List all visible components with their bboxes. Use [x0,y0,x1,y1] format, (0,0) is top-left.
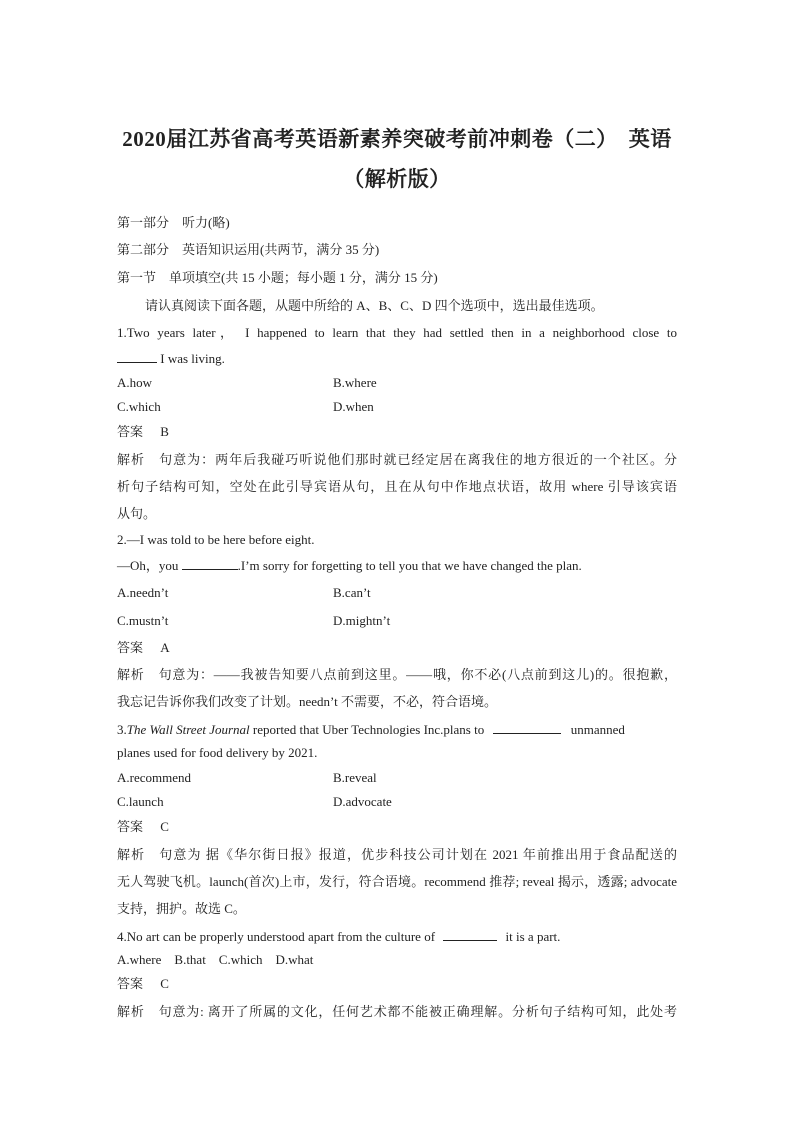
q1-analysis-line1 [117,452,677,468]
answer-label: 答案 [117,424,144,439]
q3-number: 3. [117,722,127,737]
q4-options: A.where B.that C.which D.what [117,952,314,967]
q1-option-a: A.how [117,375,153,390]
q3-stem-end: unmanned [570,722,625,737]
q3-stem-mid: reported that Uber Technologies Inc.plans to [252,722,485,737]
q4-analysis-line1 [117,1004,677,1020]
q1-answer [117,424,677,440]
q1-analysis-text1: 句意为：两年后我碰巧听说他们那时就已经定居在离我住的地方很近的一个社区。分 [159,452,677,467]
answer-label: 答案 [117,819,144,834]
q4-analysis-text1: 句意为: 离开了所属的文化，任何艺术都不能被正确理解。分析句子结构可知，此处考 [158,1004,677,1019]
q4-stem-tail: it is a part. [505,929,561,944]
q4-blank [443,928,497,941]
q4-stem-line1 [117,928,677,945]
q3-analysis-line3: 支持，拥护。故选 C。 [117,901,246,916]
q3-stem-line1 [117,721,677,738]
part2-heading: 第二部分 英语知识运用(共两节，满分 35 分) [117,242,380,257]
part1-heading: 第一部分 听力(略) [117,215,230,230]
section1-heading: 第一节 单项填空(共 15 小题；每小题 1 分，满分 15 分) [117,270,438,285]
q3-answer [117,819,677,835]
q3-option-b: B.reveal [333,770,377,785]
q3-journal-title: The Wall Street Journal [126,722,250,737]
q1-stem-line2 [117,350,677,367]
q2-analysis-line1 [117,667,677,683]
q4-answer-value: C [160,976,169,991]
q3-blank [493,721,561,734]
q3-analysis-text1: 句意为 据《华尔街日报》报道，优步科技公司计划在 2021 年前推出用于食品配送的 [159,847,677,862]
q2-stem-head: —Oh，you [117,558,179,573]
q3-option-d: D.advocate [333,794,392,809]
q2-answer [117,640,677,656]
document-subtitle: （解析版） [343,167,451,191]
q1-option-d: D.when [333,399,374,414]
q1-answer-value: B [160,424,169,439]
q3-answer-value: C [160,819,169,834]
q2-stem-line1: 2.—I was told to be here before eight. [117,532,315,547]
q2-option-c: C.mustn’t [117,613,169,628]
q2-analysis-text1: 句意为：——我被告知要八点前到这里。——哦，你不必(八点前到这儿)的。很抱歉， [158,667,677,682]
analysis-label: 解析 [117,452,146,467]
q1-analysis-line2: 析句子结构可知，空处在此引导宾语从句，且在从句中作地点状语，故用 where 引导该宾语 [117,479,677,494]
document-title: 2020届江苏省高考英语新素养突破考前冲刺卷（二） 英语 [122,127,672,151]
q3-analysis-line2: 无人驾驶飞机。launch(首次)上市，发行，符合语境。recommend 推荐; reveal 揭示，透露; advocate [117,874,677,889]
q3-option-c: C.launch [117,794,164,809]
q3-stem-line2: planes used for food delivery by 2021. [117,745,318,760]
analysis-label: 解析 [117,1004,145,1019]
q1-stem-line1: 1.Two years later， I happened to learn that they had settled then in a neighborhood close to [117,325,677,340]
q3-option-a: A.recommend [117,770,192,785]
answer-label: 答案 [117,640,144,655]
q1-option-c: C.which [117,399,161,414]
answer-label: 答案 [117,976,144,991]
analysis-label: 解析 [117,667,145,682]
instruction-text: 请认真阅读下面各题，从题中所给的 A、B、C、D 四个选项中，选出最佳选项。 [145,298,604,313]
q1-option-b: B.where [333,375,377,390]
q4-answer [117,976,677,992]
q1-stem-tail: I was living. [160,351,225,366]
q1-analysis-line3: 从句。 [117,506,157,521]
q2-blank [182,557,238,570]
q2-option-d: D.mightn’t [333,613,391,628]
q2-analysis-line2: 我忘记告诉你我们改变了计划。needn’t 不需要，不必，符合语境。 [117,694,497,709]
q2-stem-tail: .I’m sorry for forgetting to tell you that we have changed the plan. [237,558,582,573]
q2-option-a: A.needn’t [117,585,169,600]
q3-analysis-line1 [117,847,677,863]
q2-stem-line2 [117,557,677,574]
q2-answer-value: A [160,640,170,655]
q4-stem-head: 4.No art can be properly understood apart from the culture of [117,929,436,944]
q2-option-b: B.can’t [333,585,371,600]
q1-blank [117,350,157,363]
analysis-label: 解析 [117,847,146,862]
